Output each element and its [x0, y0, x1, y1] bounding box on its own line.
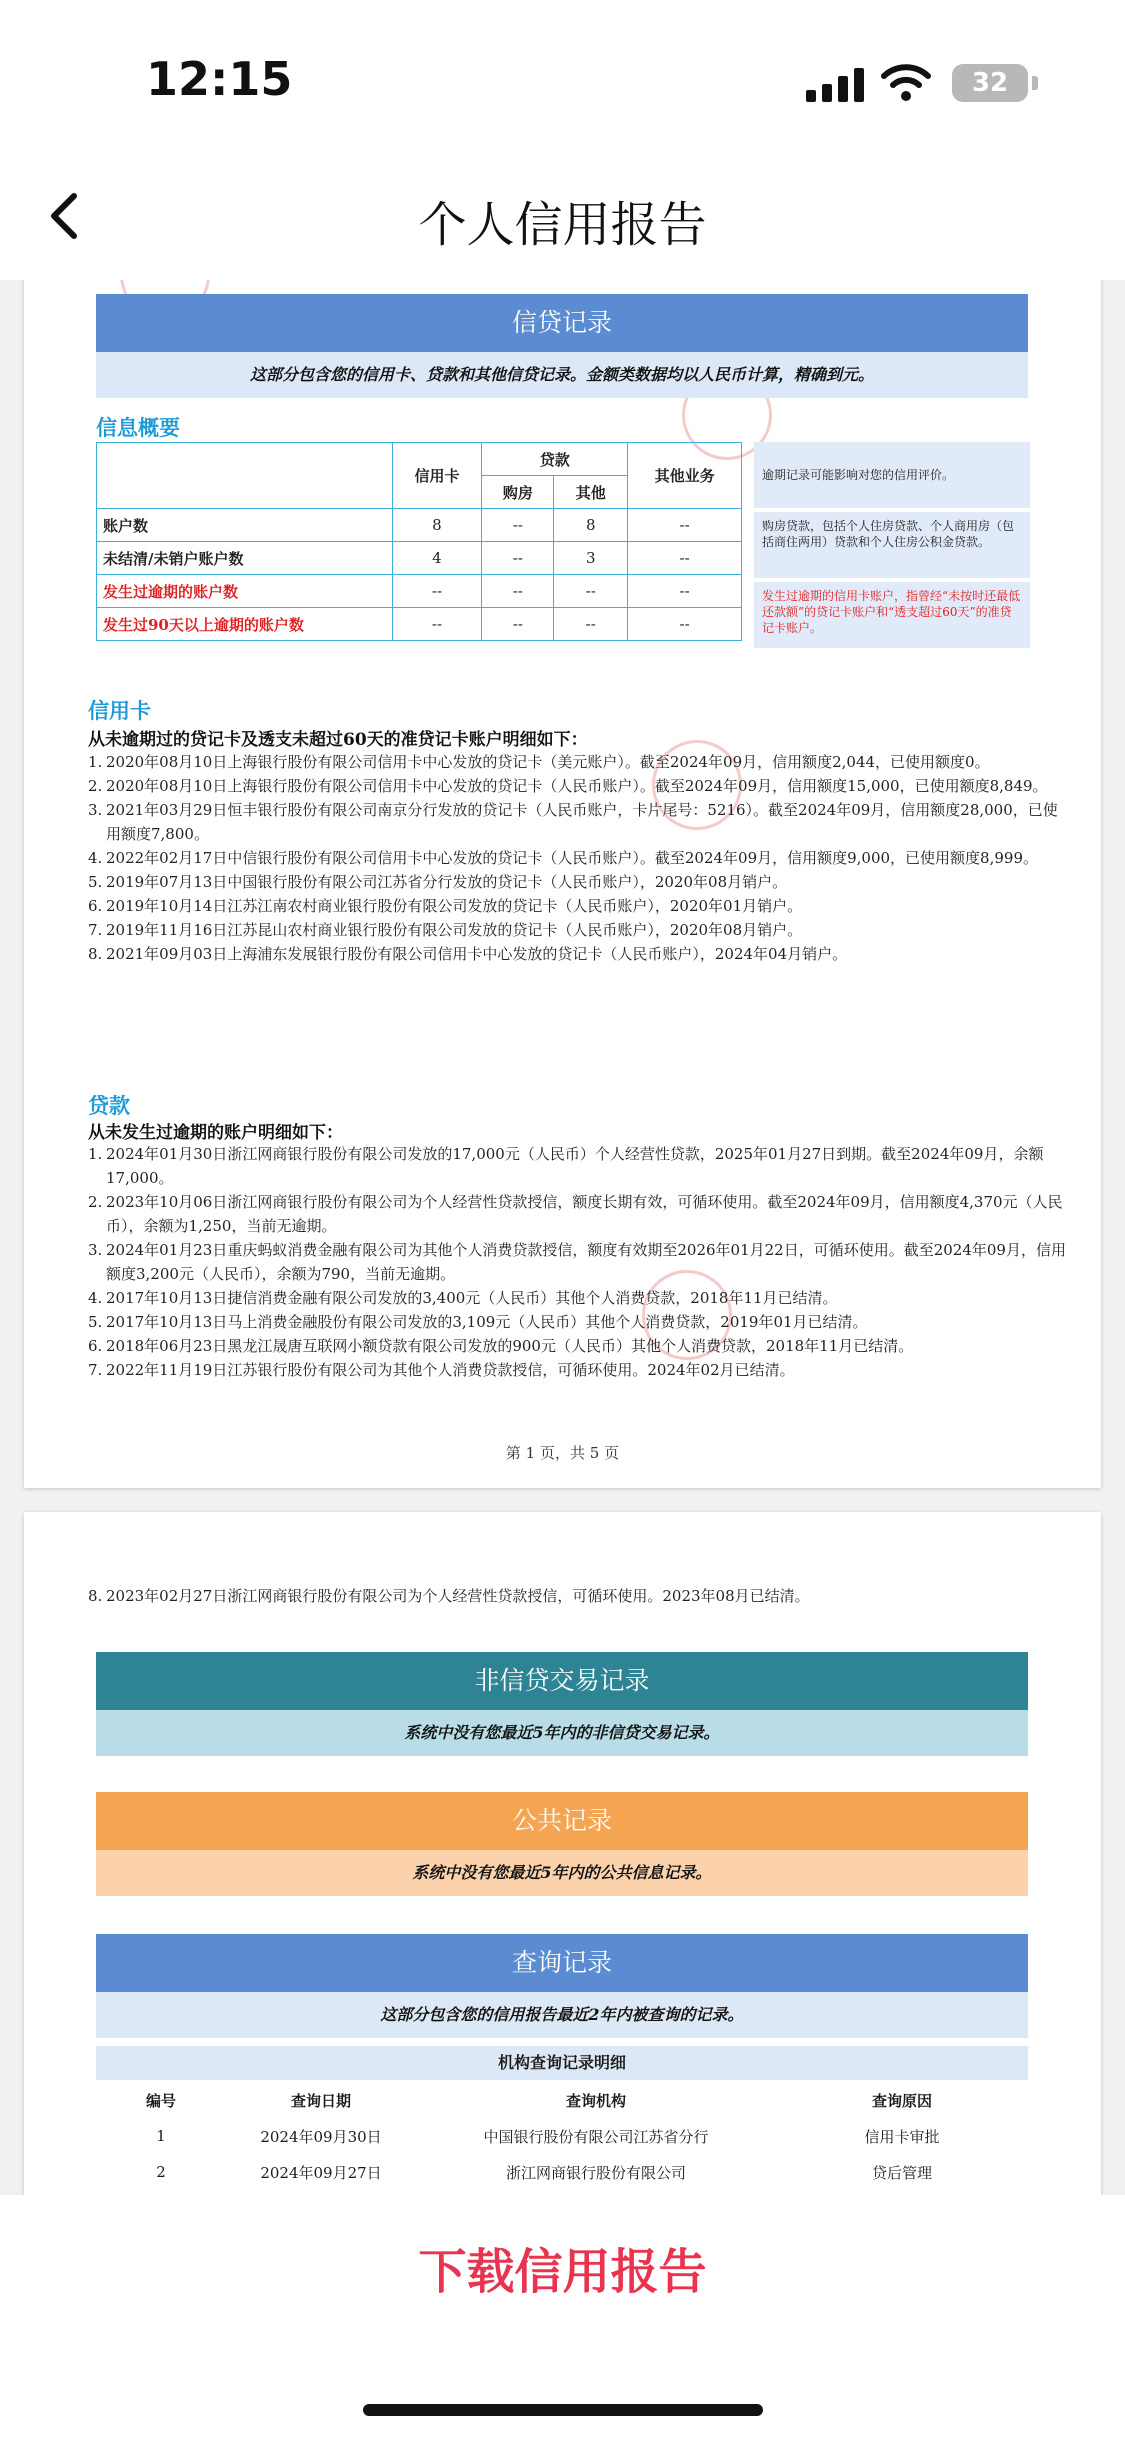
row-label: 发生过逾期的账户数: [97, 575, 393, 608]
cell-card: 4: [392, 542, 482, 575]
col-other-biz: 其他业务: [628, 443, 742, 509]
page-title: 个人信用报告: [418, 197, 707, 253]
cell-other: --: [554, 608, 628, 641]
list-item: 1. 2020年08月10日上海银行股份有限公司信用卡中心发放的贷记卡（美元账户）。截至2024年09月，信用额度2,044，已使用额度0。: [88, 753, 990, 771]
col-date: 查询日期: [290, 2091, 351, 2110]
query-record-header: 查询记录: [96, 1934, 1028, 1992]
cell-housing: --: [482, 608, 554, 641]
table-row: [97, 509, 742, 542]
page-footer: 第 1 页，共 5 页: [505, 1444, 620, 1462]
table-row: [97, 542, 742, 575]
query-table: [96, 2082, 1028, 2190]
status-time: 12:15: [146, 52, 293, 106]
overview-title: 信息概要: [96, 416, 180, 440]
row-label: 未结清/未销户账户数: [97, 542, 393, 575]
list-item: 3. 2024年01月23日重庆蚂蚁消费金融有限公司为其他个人消费贷款授信，额度有效期至2026年01月22日，可循环使用。截至2024年09月，信用额度3,200元（人民币），余额为790，当前无逾期。: [88, 1241, 1066, 1283]
cell-card: --: [392, 608, 482, 641]
bottom-bar: [0, 2195, 1125, 2439]
side-note-overdue: 逾期记录可能影响对您的信用评价。: [754, 442, 1030, 508]
loan-title: 贷款: [88, 1094, 130, 1118]
col-loan: 贷款: [482, 443, 628, 476]
cell-biz: --: [628, 575, 742, 608]
list-item: 5. 2017年10月13日马上消费金融股份有限公司发放的3,109元（人民币）其他个人消费贷款，2019年01月已结清。: [88, 1313, 868, 1331]
list-item: 6. 2018年06月23日黑龙江晟唐互联网小额贷款有限公司发放的900元（人民币）其他个人消费贷款，2018年11月已结清。: [88, 1337, 914, 1355]
list-item: 6. 2019年10月14日江苏江南农村商业银行股份有限公司发放的贷记卡（人民币账户），2020年01月销户。: [88, 897, 803, 915]
list-item: 1. 2024年01月30日浙江网商银行股份有限公司发放的17,000元（人民币）个人经营性贷款，2025年01月27日到期。截至2024年09月，余额17,000。: [88, 1145, 1044, 1187]
status-bar: [0, 0, 1125, 150]
battery-tip: [1032, 76, 1038, 90]
download-report-button[interactable]: 下载信用报告: [418, 2244, 707, 2300]
table-row: 2 2024年09月27日 浙江网商银行股份有限公司 贷后管理: [156, 2163, 932, 2182]
list-item: 8. 2023年02月27日浙江网商银行股份有限公司为个人经营性贷款授信，可循环使用。2023年08月已结清。: [88, 1587, 810, 1605]
row-label: 发生过90天以上逾期的账户数: [97, 608, 393, 641]
public-record-header: 公共记录: [96, 1792, 1028, 1850]
query-record-note: 这部分包含您的信用报告最近2年内被查询的记录。: [96, 1992, 1028, 2038]
col-housing: 购房: [482, 476, 554, 509]
list-item: 7. 2019年11月16日江苏昆山农村商业银行股份有限公司发放的贷记卡（人民币账户），2020年08月销户。: [88, 921, 803, 939]
cell-card: 8: [392, 509, 482, 542]
cell-card: --: [392, 575, 482, 608]
list-item: 7. 2022年11月19日江苏银行股份有限公司为其他个人消费贷款授信，可循环使用。2024年02月已结清。: [88, 1361, 795, 1379]
loan-list: [88, 1142, 1068, 1382]
col-card: 信用卡: [392, 443, 482, 509]
cell-biz: --: [628, 608, 742, 641]
credit-record-note: 这部分包含您的信用卡、贷款和其他信贷记录。金额类数据均以人民币计算，精确到元。: [96, 352, 1028, 398]
side-note-card-overdue: 发生过逾期的信用卡账户，指曾经“未按时还最低还款额”的贷记卡账户和“透支超过60天”的准贷记卡账户。: [754, 582, 1030, 648]
public-record-note: 系统中没有您最近5年内的公共信息记录。: [96, 1850, 1028, 1896]
non-credit-note: 系统中没有您最近5年内的非信贷交易记录。: [96, 1710, 1028, 1756]
wifi-icon: [880, 60, 932, 104]
loan-list-continued: [88, 1584, 1068, 1608]
list-item: 2. 2020年08月10日上海银行股份有限公司信用卡中心发放的贷记卡（人民币账户）。截至2024年09月，信用额度15,000，已使用额度8,849。: [88, 777, 1048, 795]
cell-biz: --: [628, 509, 742, 542]
report-page-1: [24, 280, 1101, 1488]
cell-other: 3: [554, 542, 628, 575]
credit-card-title: 信用卡: [88, 699, 151, 723]
table-row: [97, 575, 742, 608]
list-item: 4. 2022年02月17日中信银行股份有限公司信用卡中心发放的贷记卡（人民币账户）。截至2024年09月，信用额度9,000，已使用额度8,999。: [88, 849, 1038, 867]
report-page-2: [24, 1512, 1101, 2195]
query-table-title: 机构查询记录明细: [96, 2046, 1028, 2080]
table-row: 1 2024年09月30日 中国银行股份有限公司江苏省分行 信用卡审批: [156, 2127, 940, 2146]
battery-icon: 32: [952, 64, 1028, 102]
credit-card-list: [88, 750, 1068, 966]
col-other: 其他: [554, 476, 628, 509]
overview-corner-cell: [97, 443, 393, 509]
cell-other: 8: [554, 509, 628, 542]
cell-housing: --: [482, 575, 554, 608]
list-item: 2. 2023年10月06日浙江网商银行股份有限公司为个人经营性贷款授信，额度长期有效，可循环使用。截至2024年09月，信用额度4,370元（人民币），余额为1,250，当前无逾期。: [88, 1193, 1063, 1235]
table-row: [97, 608, 742, 641]
credit-record-header: 信贷记录: [96, 294, 1028, 352]
cell-other: --: [554, 575, 628, 608]
cellular-signal-icon: [806, 66, 868, 102]
overview-table: [96, 442, 742, 641]
document-viewer[interactable]: [0, 280, 1125, 2195]
loan-lead: 从未发生过逾期的账户明细如下：: [88, 1123, 343, 1143]
non-credit-header: 非信贷交易记录: [96, 1652, 1028, 1710]
row-label: 账户数: [97, 509, 393, 542]
list-item: 4. 2017年10月13日捷信消费金融有限公司发放的3,400元（人民币）其他个人消费贷款，2018年11月已结清。: [88, 1289, 838, 1307]
side-note-housing: 购房贷款，包括个人住房贷款、个人商用房（包括商住两用）贷款和个人住房公积金贷款。: [754, 512, 1030, 578]
home-indicator[interactable]: [363, 2404, 763, 2416]
col-org: 查询机构: [565, 2091, 626, 2110]
col-reason: 查询原因: [871, 2091, 932, 2110]
cell-housing: --: [482, 509, 554, 542]
list-item: 8. 2021年09月03日上海浦东发展银行股份有限公司信用卡中心发放的贷记卡（人民币账户），2024年04月销户。: [88, 945, 848, 963]
list-item: 5. 2019年07月13日中国银行股份有限公司江苏省分行发放的贷记卡（人民币账户），2020年08月销户。: [88, 873, 788, 891]
nav-bar: [0, 150, 1125, 280]
cell-biz: --: [628, 542, 742, 575]
credit-card-lead: 从未逾期过的贷记卡及透支未超过60天的准贷记卡账户明细如下：: [88, 730, 588, 750]
list-item: 3. 2021年03月29日恒丰银行股份有限公司南京分行发放的贷记卡（人民币账户，卡片尾号：5216）。截至2024年09月，信用额度28,000，已使用额度7,800。: [88, 801, 1058, 843]
col-no: 编号: [145, 2091, 176, 2110]
cell-housing: --: [482, 542, 554, 575]
